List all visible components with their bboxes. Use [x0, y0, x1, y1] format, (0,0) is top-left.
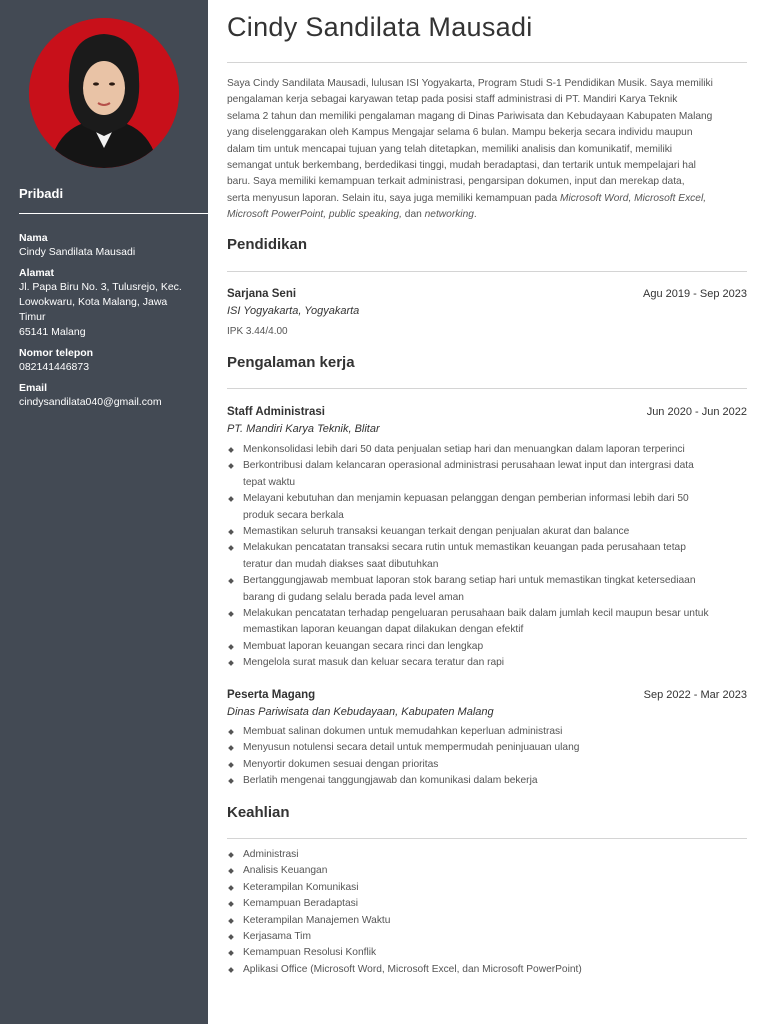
name-value-line: Cindy Sandilata Mausadi — [19, 246, 136, 258]
skill-text: Kemampuan Resolusi Konflik — [243, 947, 377, 959]
list-item-text: barang di gudang selalu berada pada level aman — [243, 591, 464, 603]
list-item — [227, 540, 747, 573]
skill-text: Aplikasi Office (Microsoft Word, Microsoft Excel, dan Microsoft PowerPoint) — [243, 963, 582, 975]
email-value-line: cindysandilata040@gmail.com — [19, 396, 162, 408]
education-date: Agu 2019 - Sep 2023 — [643, 288, 747, 300]
phone-value — [19, 360, 189, 375]
summary-line: baru. Saya memiliki kemampuan terkait administrasi, pengarsipan dokumen, input dan merekap data, — [227, 176, 685, 188]
summary-italic-text: Microsoft PowerPoint, public speaking, — [227, 209, 402, 221]
job-duties-list — [227, 724, 747, 790]
profile-summary — [227, 76, 747, 224]
list-item-text: Berkontribusi dalam kelancaran operasional administrasi perusahaan lewat input dan intergrasi data — [243, 460, 694, 472]
job-date: Jun 2020 - Jun 2022 — [646, 406, 747, 418]
list-item-text: Menyortir dokumen sesuai dengan prioritas — [243, 758, 439, 770]
skill-item — [227, 847, 747, 863]
job-role: Peserta Magang — [227, 689, 316, 701]
skill-text: Kemampuan Beradaptasi — [243, 898, 358, 910]
summary-line — [227, 191, 747, 207]
email-value — [19, 395, 189, 410]
list-item — [227, 491, 747, 524]
skill-item — [227, 945, 747, 961]
skill-item — [227, 962, 747, 978]
list-item-text: Memastikan seluruh transaksi keuangan terkait dengan penjualan akurat dan balance — [243, 526, 630, 538]
list-item — [227, 655, 747, 671]
list-item — [227, 773, 747, 789]
summary-line: semangat untuk berkembang, berdedikasi tinggi, mudah beradaptasi, dan tertarik untuk mempelajari hal — [227, 160, 696, 172]
address-line: Jl. Papa Biru No. 3, Tulusrejo, Kec. — [19, 281, 182, 293]
list-item — [227, 757, 747, 773]
job-role: Staff Administrasi — [227, 406, 325, 418]
list-item — [227, 524, 747, 540]
email-label: Email — [19, 382, 48, 394]
job-header — [227, 405, 747, 419]
education-entry-header — [227, 287, 747, 301]
list-item-text: tepat waktu — [243, 476, 296, 488]
list-item-text: Menyusun notulensi secara detail untuk mempermudah peninjuauan ulang — [243, 742, 580, 754]
list-item — [227, 442, 747, 458]
list-item — [227, 573, 747, 606]
summary-line: yang diselenggarakan oleh Kampus Mengajar selama 6 bulan. Mampu bekerja secara individu maupun — [227, 127, 693, 139]
profile-photo — [29, 18, 179, 168]
list-item — [227, 639, 747, 655]
skills-divider — [227, 838, 747, 839]
summary-line: pengalaman kerja sebagai karyawan tetap pada posisi staff administrasi di PT. Mandiri Karya Teknik — [227, 94, 678, 106]
skill-item — [227, 913, 747, 929]
list-item — [227, 724, 747, 740]
skill-text: Administrasi — [243, 849, 299, 860]
degree-title: Sarjana Seni — [227, 288, 297, 300]
list-item-text: Melakukan pencatatan terhadap pengeluaran perusahaan baik dalam jumlah kecil maupun besar untuk — [243, 608, 709, 620]
sidebar-section-title: Pribadi — [19, 186, 64, 201]
list-item — [227, 458, 747, 491]
address-line: Timur — [19, 311, 46, 323]
summary-line: dalam tim untuk mencapai tujuan yang telah ditetapkan, memiliki analisis dan komunikatif, memiliki — [227, 143, 673, 155]
name-value — [19, 245, 189, 260]
list-item-text: Membuat salinan dokumen untuk memudahkan keperluan administrasi — [243, 726, 563, 737]
summary-line: Saya Cindy Sandilata Mausadi, lulusan ISI Yogyakarta, Program Studi S-1 Pendidikan Musik. Saya memiliki — [227, 78, 713, 89]
summary-italic-text: Microsoft Word, Microsoft Excel, — [559, 192, 707, 204]
skill-text: Kerjasama Tim — [243, 931, 311, 943]
summary-line — [227, 207, 747, 223]
job-date: Sep 2022 - Mar 2023 — [643, 689, 747, 701]
experience-heading: Pengalaman kerja — [227, 354, 355, 371]
list-item-text: teratur dan mudah diakses saat dibutuhkan — [243, 558, 439, 570]
education-heading: Pendidikan — [227, 236, 308, 253]
list-item-text: Melayani kebutuhan dan menjamin kepuasan pelanggan dengan pemberian informasi lebih dari 50 — [243, 493, 689, 505]
summary-line: selama 2 tahun dan memiliki pengalaman magang di Dinas Pariwisata dan Kebudayaan Kabupaten Malang — [227, 110, 713, 122]
list-item-text: Melakukan pencatatan transaksi secara rutin untuk memastikan keuangan pada perusahaan tetap — [243, 542, 686, 554]
skill-item — [227, 863, 747, 879]
list-item-text: memastikan laporan keuangan dapat dilakukan dengan efektif — [243, 624, 524, 636]
summary-text: dan — [401, 209, 425, 221]
list-item-text: produk secara berkala — [243, 509, 344, 521]
profile-photo-illustration — [29, 18, 179, 168]
skill-text: Keterampilan Komunikasi — [243, 881, 359, 893]
job-company: PT. Mandiri Karya Teknik, Blitar — [227, 423, 380, 435]
skill-item — [227, 929, 747, 945]
address-line: 65141 Malang — [19, 326, 86, 338]
name-label: Nama — [19, 232, 48, 244]
experience-divider — [227, 388, 747, 389]
summary-text: serta menyusun laporan. Selain itu, saya juga memiliki kemampuan pada — [227, 192, 560, 204]
list-item-text: Membuat laporan keuangan secara rinci dan lengkap — [243, 640, 484, 652]
job-header — [227, 688, 747, 702]
skill-item — [227, 896, 747, 912]
skill-text: Analisis Keuangan — [243, 865, 328, 877]
school-name: ISI Yogyakarta, Yogyakarta — [227, 305, 360, 317]
summary-text: . — [473, 209, 477, 221]
address-line: Lowokwaru, Kota Malang, Jawa — [19, 296, 168, 308]
list-item-text: Berlatih mengenai tanggungjawab dan komunikasi dalam bekerja — [243, 775, 538, 787]
address-value — [19, 280, 189, 340]
sidebar-divider — [19, 213, 208, 214]
list-item-text: Mengelola surat masuk dan keluar secara teratur dan rapi — [243, 657, 505, 669]
personal-info — [19, 232, 189, 417]
candidate-name: Cindy Sandilata Mausadi — [227, 12, 533, 42]
phone-value-line: 082141446873 — [19, 361, 90, 373]
education-divider — [227, 271, 747, 272]
list-item-text: Menkonsolidasi lebih dari 50 data penjualan setiap hari dan menuangkan dalam laporan terperinci — [243, 444, 685, 455]
phone-label: Nomor telepon — [19, 347, 94, 359]
skills-heading: Keahlian — [227, 804, 290, 821]
job-duties-list — [227, 442, 747, 672]
gpa: IPK 3.44/4.00 — [227, 326, 288, 337]
list-item — [227, 740, 747, 756]
job-company: Dinas Pariwisata dan Kebudayaan, Kabupaten Malang — [227, 706, 494, 718]
skill-text: Keterampilan Manajemen Waktu — [243, 914, 391, 926]
summary-italic-text: networking — [424, 209, 474, 221]
sidebar — [0, 0, 208, 1024]
header-divider — [227, 62, 747, 63]
list-item-text: Bertanggungjawab membuat laporan stok barang setiap hari untuk memastikan tingkat ketersediaan — [243, 575, 696, 587]
list-item — [227, 606, 747, 639]
skill-item — [227, 880, 747, 896]
skills-list — [227, 847, 747, 978]
address-label: Alamat — [19, 267, 55, 279]
